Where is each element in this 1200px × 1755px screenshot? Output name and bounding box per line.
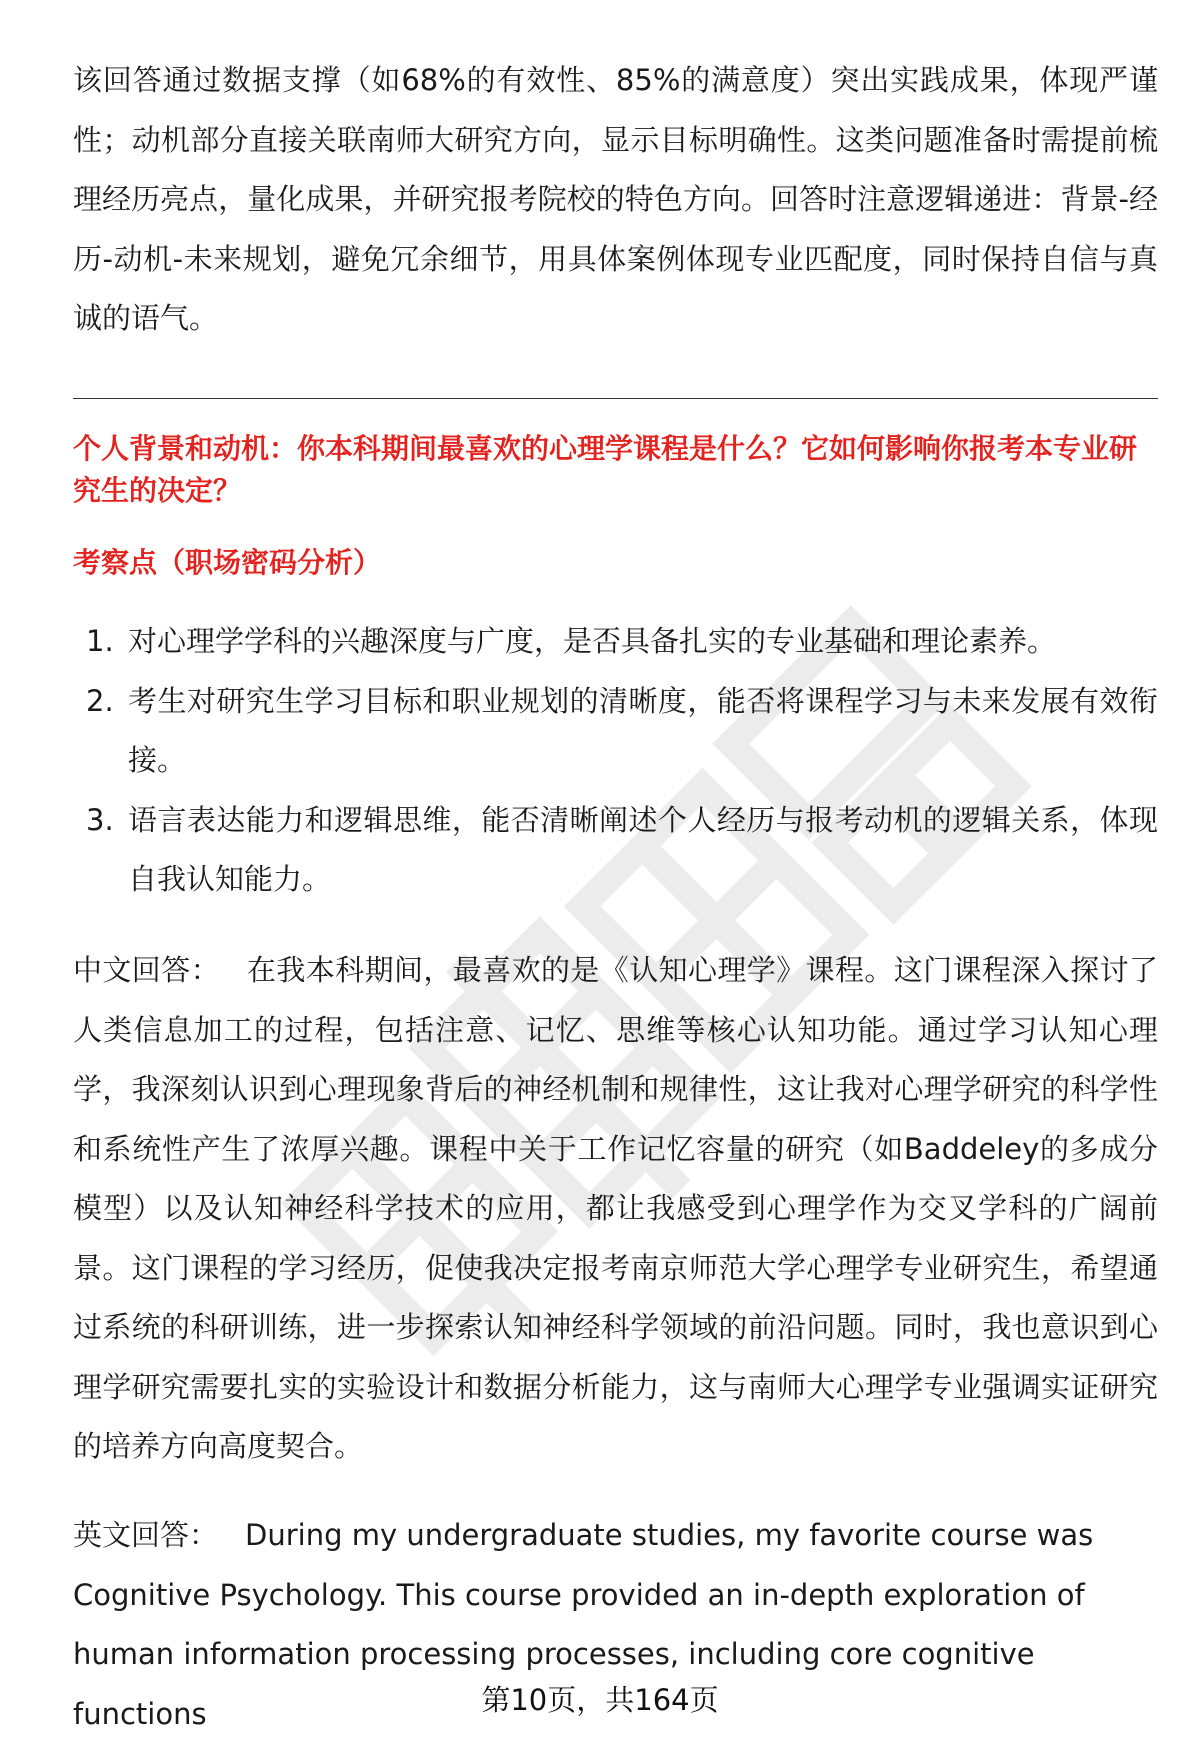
english-answer-text: During my undergraduate studies, my favorite course was Cognitive Psychology. This course provided an in-depth exploration of human information processing processes, including core cognitive functions	[73, 1518, 1094, 1731]
chinese-answer-text: 在我本科期间，最喜欢的是《认知心理学》课程。这门课程深入探讨了人类信息加工的过程，包括注意、记忆、思维等核心认知功能。通过学习认知心理学，我深刻认识到心理现象背后的神经机制和规律性，这让我对心理学研究的科学性和系统性产生了浓厚兴趣。课程中关于工作记忆容量的研究（如Baddeley的多成分模型）以及认知神经科学技术的应用，都让我感受到心理学作为交叉学科的广阔前景。这门课程的学习经历，促使我决定报考南京师范大学心理学专业研究生，希望通过系统的科研训练，进一步探索认知神经科学领域的前沿问题。同时，我也意识到心理学研究需要扎实的实验设计和数据分析能力，这与南师大心理学专业强调实证研究的培养方向高度契合。	[73, 953, 1158, 1463]
english-answer-label: 英文回答：	[73, 1518, 219, 1552]
list-item-number: 2.	[86, 683, 114, 718]
list-item	[73, 791, 1158, 910]
section-divider	[73, 398, 1158, 399]
chinese-answer-paragraph	[73, 941, 1158, 1477]
document-page	[73, 0, 1158, 1755]
list-item	[73, 612, 1158, 672]
chinese-answer-label: 中文回答：	[73, 953, 220, 987]
list-item-text: 考生对研究生学习目标和职业规划的清晰度，能否将课程学习与未来发展有效衔接。	[128, 683, 1158, 777]
intro-paragraph: 该回答通过数据支撑（如68%的有效性、85%的满意度）突出实践成果，体现严谨性；动机部分直接关联南师大研究方向，显示目标明确性。这类问题准备时需提前梳理经历亮点，量化成果，并研究报考院校的特色方向。回答时注意逻辑递进：背景-经历-动机-未来规划，避免冗余细节，用具体案例体现专业匹配度，同时保持自信与真诚的语气。	[73, 63, 1158, 335]
page-indicator: 第10页，共164页	[481, 1683, 719, 1717]
list-item-text: 语言表达能力和逻辑思维，能否清晰阐述个人经历与报考动机的逻辑关系，体现自我认知能力。	[128, 802, 1158, 896]
assessment-points-list	[73, 612, 1158, 910]
question-heading: 个人背景和动机：你本科期间最喜欢的心理学课程是什么？它如何影响你报考本专业研究生的决定？	[73, 432, 1138, 507]
list-item-number: 3.	[86, 802, 114, 837]
assessment-subheading: 考察点（职场密码分析）	[73, 546, 382, 579]
list-item-text: 对心理学学科的兴趣深度与广度，是否具备扎实的专业基础和理论素养。	[128, 624, 1057, 658]
list-item-number: 1.	[86, 624, 114, 658]
list-item	[73, 672, 1158, 791]
